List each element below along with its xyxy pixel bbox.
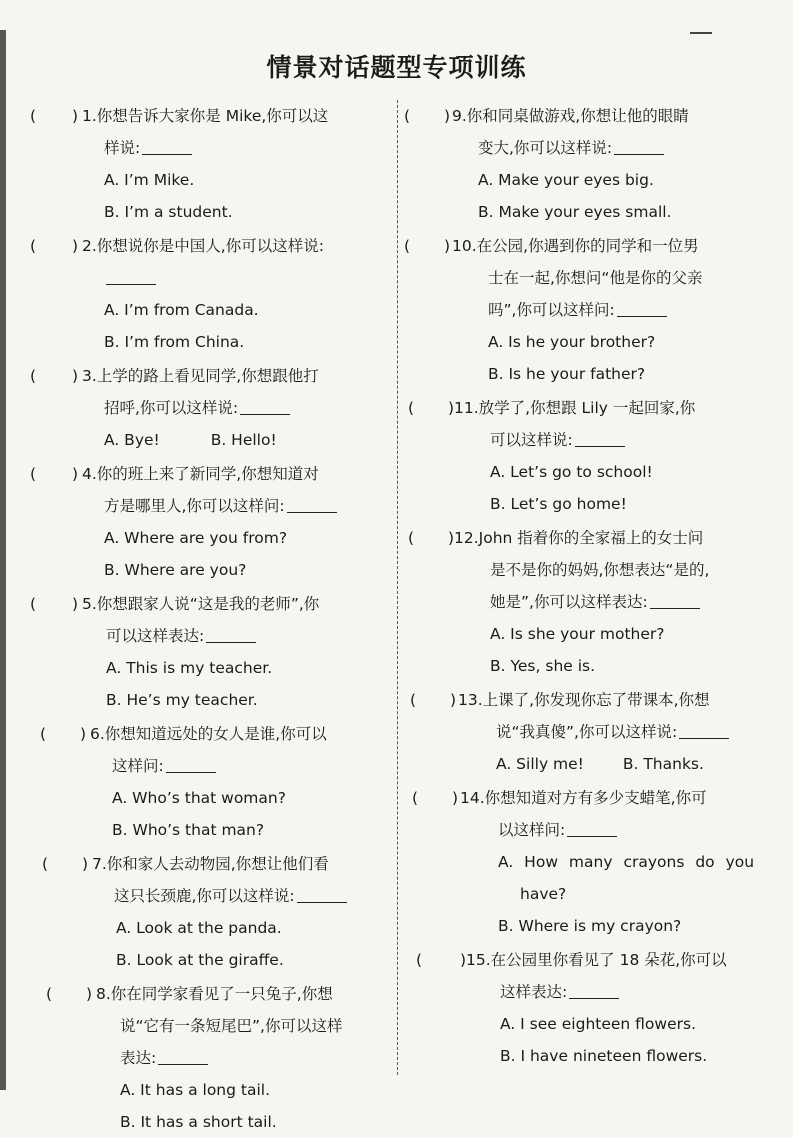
question-text: 这样表达: — [500, 983, 568, 1001]
answer-blank[interactable] — [679, 720, 729, 739]
question-11: ( ) 11.放学了,你想跟 Lily 一起回家,你 可以这样说: A. Let’s go to school! B. Let’s go home! — [404, 392, 764, 520]
question-15: ( ) 15.在公园里你看见了 18 朵花,你可以 这样表达: A. I see eighteen flowers. B. I have nineteen flowers. — [404, 944, 764, 1072]
question-number: 4. — [82, 465, 97, 483]
question-5: ( ) 5.你想跟家人说“这是我的老师”,你 可以这样表达: A. This is my teacher. B. He’s my teacher. — [30, 588, 388, 716]
question-text: 可以这样表达: — [106, 627, 205, 645]
question-text: 吗”,你可以这样问: — [488, 301, 615, 319]
question-text: 你想知道远处的女人是谁,你可以 — [104, 725, 327, 743]
option-b: B. Who’s that man? — [112, 821, 265, 839]
option-a: A. Is he your brother? — [488, 333, 656, 351]
answer-bracket[interactable]: ( — [416, 951, 423, 969]
option-a: A. Is she your mother? — [490, 625, 665, 643]
question-text: 你想说你是中国人,你可以这样说: — [96, 237, 324, 255]
question-number: 14. — [460, 789, 485, 807]
answer-bracket[interactable]: ( — [408, 529, 415, 547]
question-10: ( ) 10.在公园,你遇到你的同学和一位男 士在一起,你想问“他是你的父亲 吗”,你可以这样问: A. Is he your brother? B. Is he your father? — [404, 230, 764, 390]
question-number: 3. — [82, 367, 97, 385]
option-a: A. This is my teacher. — [106, 659, 273, 677]
question-number: 8. — [96, 985, 111, 1003]
option-a: A. I see eighteen flowers. — [500, 1015, 696, 1033]
question-number: 11. — [454, 399, 479, 417]
answer-blank[interactable] — [650, 590, 700, 609]
answer-blank[interactable] — [240, 396, 290, 415]
question-text: 你在同学家看见了一只兔子,你想 — [110, 985, 333, 1003]
answer-blank[interactable] — [106, 266, 156, 285]
question-text: 以这样问: — [498, 821, 566, 839]
question-text: 上学的路上看见同学,你想跟他打 — [96, 367, 319, 385]
question-number: 1. — [82, 107, 97, 125]
option-b: B. Yes, she is. — [490, 657, 596, 675]
question-text: 你想知道对方有多少支蜡笔,你可 — [484, 789, 707, 807]
answer-blank[interactable] — [287, 494, 337, 513]
question-12: ( ) 12.John 指着你的全家福上的女士问 是不是你的妈妈,你想表达“是的, 她是”,你可以这样表达: A. Is she your mother? B. Yes, she is. — [404, 522, 764, 682]
question-number: 2. — [82, 237, 97, 255]
question-3: ( ) 3.上学的路上看见同学,你想跟他打 招呼,你可以这样说: A. Bye! B. Hello! — [30, 360, 388, 456]
question-number: 5. — [82, 595, 97, 613]
question-text: 可以这样说: — [490, 431, 573, 449]
question-text: 是不是你的妈妈,你想表达“是的, — [490, 561, 710, 579]
question-text: 你想跟家人说“这是我的老师”,你 — [96, 595, 320, 613]
question-number: 13. — [458, 691, 483, 709]
question-text: 说“我真傻”,你可以这样说: — [496, 723, 678, 741]
column-divider — [397, 100, 398, 1075]
question-number: 9. — [452, 107, 467, 125]
answer-blank[interactable] — [166, 754, 216, 773]
option-a: A. Look at the panda. — [116, 919, 282, 937]
option-a: A. Let’s go to school! — [490, 463, 653, 481]
question-8: ( ) 8.你在同学家看见了一只兔子,你想 说“它有一条短尾巴”,你可以这样 表达: A. It has a long tail. B. It has a short tail. — [30, 978, 388, 1138]
question-text: John 指着你的全家福上的女士问 — [478, 529, 704, 547]
question-13: ( ) 13.上课了,你发现你忘了带课本,你想 说“我真傻”,你可以这样说: A. Silly me! B. Thanks. — [404, 684, 764, 780]
question-number: 15. — [466, 951, 491, 969]
question-text: 样说: — [104, 139, 141, 157]
option-b: B. It has a short tail. — [120, 1113, 277, 1131]
option-a: A. Silly me! — [496, 755, 584, 773]
question-7: ( ) 7.你和家人去动物园,你想让他们看 这只长颈鹿,你可以这样说: A. Look at the panda. B. Look at the giraffe. — [30, 848, 388, 976]
question-text: 招呼,你可以这样说: — [104, 399, 239, 417]
option-a: A. Where are you from? — [104, 529, 288, 547]
option-b: B. Let’s go home! — [490, 495, 627, 513]
option-a: A. It has a long tail. — [120, 1081, 271, 1099]
answer-blank[interactable] — [614, 136, 664, 155]
option-a: A. How many crayons do you — [498, 853, 755, 871]
right-column — [404, 100, 764, 1072]
answer-bracket[interactable]: ( — [404, 237, 411, 255]
answer-bracket[interactable]: ( — [30, 465, 37, 483]
question-text: 你和同桌做游戏,你想让他的眼睛 — [466, 107, 689, 125]
answer-blank[interactable] — [297, 884, 347, 903]
answer-bracket[interactable]: ( — [40, 725, 47, 743]
option-b: B. I’m a student. — [104, 203, 233, 221]
question-number: 6. — [90, 725, 105, 743]
question-text: 你的班上来了新同学,你想知道对 — [96, 465, 319, 483]
question-text: 士在一起,你想问“他是你的父亲 — [488, 269, 703, 287]
question-text: 这只长颈鹿,你可以这样说: — [114, 887, 295, 905]
option-b: B. I have nineteen flowers. — [500, 1047, 708, 1065]
question-text: 变大,你可以这样说: — [478, 139, 613, 157]
answer-bracket[interactable]: ( — [30, 107, 37, 125]
option-b: B. Is he your father? — [488, 365, 646, 383]
option-b: B. Where are you? — [104, 561, 247, 579]
option-b: B. Where is my crayon? — [498, 917, 682, 935]
answer-blank[interactable] — [158, 1046, 208, 1065]
answer-bracket[interactable]: ( — [30, 367, 37, 385]
option-a: A. Bye! — [104, 431, 160, 449]
question-text: 在公园里你看见了 18 朵花,你可以 — [490, 951, 727, 969]
question-6: ( ) 6.你想知道远处的女人是谁,你可以 这样问: A. Who’s that woman? B. Who’s that man? — [30, 718, 388, 846]
binding-edge — [0, 30, 6, 1090]
answer-blank[interactable] — [567, 818, 617, 837]
question-text: 表达: — [120, 1049, 157, 1067]
question-text: 在公园,你遇到你的同学和一位男 — [476, 237, 699, 255]
answer-bracket[interactable]: ( — [404, 107, 411, 125]
question-1: ( ) 1.你想告诉大家你是 Mike,你可以这 样说: A. I’m Mike. B. I’m a student. — [30, 100, 388, 228]
option-b: B. Thanks. — [622, 755, 704, 773]
option-b: B. Look at the giraffe. — [116, 951, 284, 969]
option-b: B. Make your eyes small. — [478, 203, 672, 221]
question-text: 放学了,你想跟 Lily 一起回家,你 — [478, 399, 696, 417]
question-4: ( ) 4.你的班上来了新同学,你想知道对 方是哪里人,你可以这样问: A. Where are you from? B. Where are you? — [30, 458, 388, 586]
option-a: A. I’m from Canada. — [104, 301, 259, 319]
page-title: 情景对话题型专项训练 — [266, 53, 527, 82]
question-number: 10. — [452, 237, 477, 255]
option-a: A. Make your eyes big. — [478, 171, 654, 189]
question-text: 说“它有一条短尾巴”,你可以这样 — [120, 1017, 343, 1035]
option-b: B. Hello! — [210, 431, 277, 449]
answer-bracket[interactable]: ( — [46, 985, 53, 1003]
question-number: 7. — [92, 855, 107, 873]
answer-bracket[interactable]: ( — [412, 789, 419, 807]
question-text: 上课了,你发现你忘了带课本,你想 — [482, 691, 710, 709]
question-text: 你想告诉大家你是 Mike,你可以这 — [96, 107, 329, 125]
option-b: B. I’m from China. — [104, 333, 245, 351]
question-2: ( ) 2.你想说你是中国人,你可以这样说: A. I’m from Canada. B. I’m from China. — [30, 230, 388, 358]
answer-blank[interactable] — [142, 136, 192, 155]
option-a: A. Who’s that woman? — [112, 789, 286, 807]
left-column — [30, 100, 388, 1138]
answer-bracket[interactable]: ( — [42, 855, 49, 873]
question-text: 她是”,你可以这样表达: — [490, 593, 648, 611]
answer-blank[interactable] — [569, 980, 619, 999]
question-text: 你和家人去动物园,你想让他们看 — [106, 855, 329, 873]
answer-blank[interactable] — [206, 624, 256, 643]
answer-bracket[interactable]: ( — [30, 237, 37, 255]
option-b: B. He’s my teacher. — [106, 691, 258, 709]
answer-blank[interactable] — [617, 298, 667, 317]
option-a-continued: have? — [520, 885, 567, 903]
answer-bracket[interactable]: ( — [30, 595, 37, 613]
answer-bracket[interactable]: ( — [410, 691, 417, 709]
answer-bracket[interactable]: ( — [408, 399, 415, 417]
answer-blank[interactable] — [575, 428, 625, 447]
question-9: ( ) 9.你和同桌做游戏,你想让他的眼睛 变大,你可以这样说: A. Make your eyes big. B. Make your eyes small. — [404, 100, 764, 228]
question-text: 这样问: — [112, 757, 164, 775]
question-14: ( ) 14.你想知道对方有多少支蜡笔,你可 以这样问: A. How many crayons do you have? B. Where is my crayon? — [404, 782, 764, 942]
question-text: 方是哪里人,你可以这样问: — [104, 497, 285, 515]
question-number: 12. — [454, 529, 479, 547]
option-a: A. I’m Mike. — [104, 171, 195, 189]
page-mark — [690, 32, 712, 34]
